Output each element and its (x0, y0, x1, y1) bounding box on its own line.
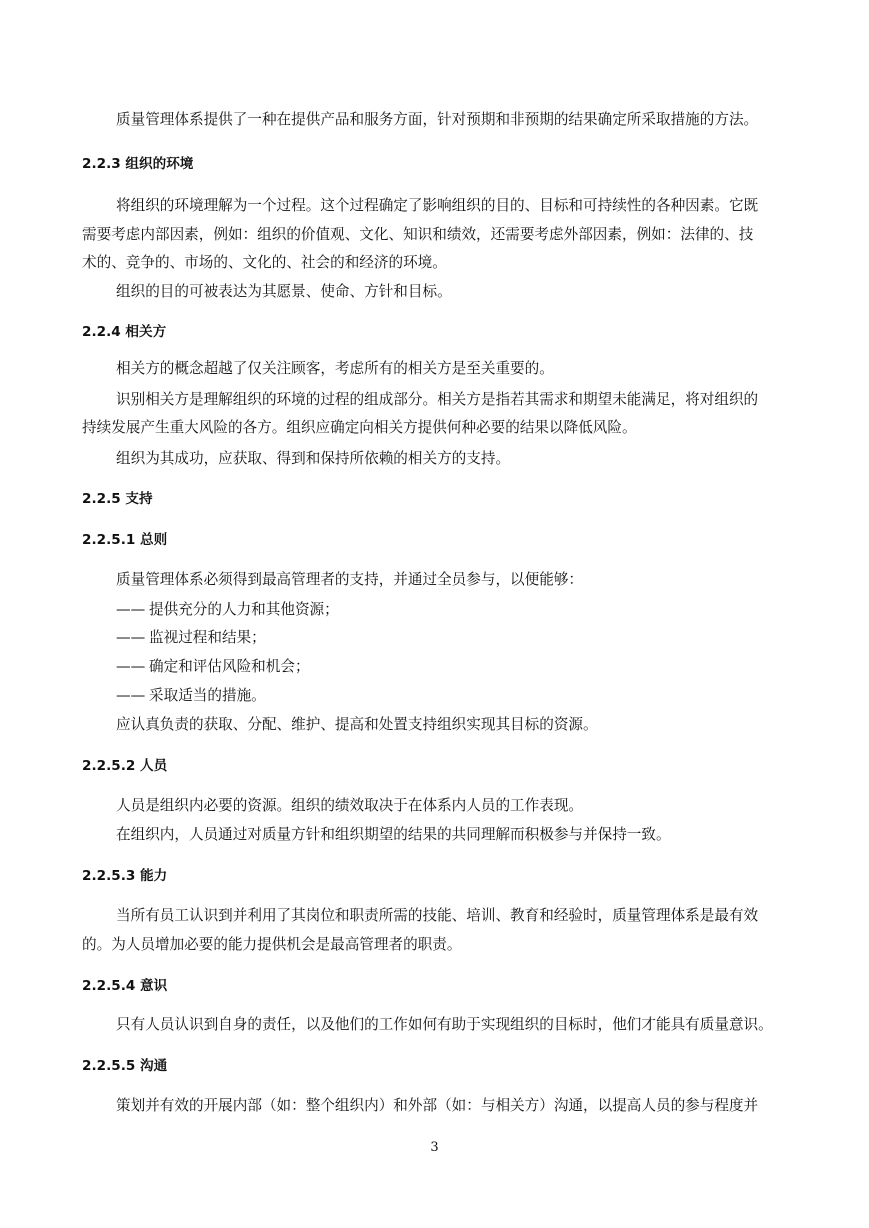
paragraph: 应认真负责的获取、分配、维护、提高和处置支持组织实现其目标的资源。 (116, 716, 598, 733)
list-item (116, 628, 266, 648)
list-item-text: 确定和评估风险和机会； (149, 658, 310, 675)
section-heading-2-2-5-4: 2.2.5.4 意识 (82, 978, 168, 994)
list-item (116, 657, 310, 677)
paragraph-continuation: 术的、竞争的、市场的、文化的、社会的和经济的环境。 (82, 254, 447, 271)
page-number: 3 (430, 1140, 439, 1155)
section-heading-2-2-3: 2.2.3 组织的环境 (82, 156, 194, 172)
paragraph: 当所有员工认识到并利用了其岗位和职责所需的技能、培训、教育和经验时，质量管理体系是最有效 (116, 907, 759, 924)
paragraph: 识别相关方是理解组织的环境的过程的组成部分。相关方是指若其需求和期望未能满足，将对组织的 (116, 391, 759, 408)
dash-bullet: —— (116, 687, 146, 704)
paragraph-continuation: 持续发展产生重大风险的各方。组织应确定向相关方提供何种必要的结果以降低风险。 (82, 419, 637, 436)
list-item-text: 监视过程和结果； (149, 629, 266, 646)
section-heading-2-2-5-2: 2.2.5.2 人员 (82, 758, 168, 774)
paragraph: 策划并有效的开展内部（如：整个组织内）和外部（如：与相关方）沟通，以提高人员的参与程度并 (116, 1097, 759, 1114)
list-item (116, 686, 266, 706)
paragraph: 在组织内，人员通过对质量方针和组织期望的结果的共同理解而积极参与并保持一致。 (116, 826, 671, 843)
paragraph-continuation: 需要考虑内部因素，例如：组织的价值观、文化、知识和绩效，还需要考虑外部因素，例如：法律的、技 (82, 226, 754, 243)
paragraph: 相关方的概念超越了仅关注顾客，考虑所有的相关方是至关重要的。 (116, 360, 554, 377)
paragraph: 组织为其成功，应获取、得到和保持所依赖的相关方的支持。 (116, 450, 511, 467)
paragraph: 组织的目的可被表达为其愿景、使命、方针和目标。 (116, 283, 452, 300)
paragraph: 质量管理体系必须得到最高管理者的支持，并通过全员参与，以便能够： (116, 571, 584, 588)
list-item-text: 采取适当的措施。 (149, 687, 266, 704)
section-heading-2-2-5-3: 2.2.5.3 能力 (82, 868, 168, 884)
paragraph: 将组织的环境理解为一个过程。这个过程确定了影响组织的目的、目标和可持续性的各种因素。它既 (116, 197, 759, 214)
list-item (116, 600, 339, 620)
paragraph-continuation: 的。为人员增加必要的能力提供机会是最高管理者的职责。 (82, 936, 462, 953)
paragraph: 人员是组织内必要的资源。组织的绩效取决于在体系内人员的工作表现。 (116, 797, 584, 814)
section-heading-2-2-4: 2.2.4 相关方 (82, 324, 167, 340)
section-heading-2-2-5: 2.2.5 支持 (82, 491, 153, 507)
dash-bullet: —— (116, 658, 146, 675)
list-item-text: 提供充分的人力和其他资源； (149, 601, 339, 618)
dash-bullet: —— (116, 601, 146, 618)
section-heading-2-2-5-5: 2.2.5.5 沟通 (82, 1058, 168, 1074)
section-heading-2-2-5-1: 2.2.5.1 总则 (82, 532, 168, 548)
dash-bullet: —— (116, 629, 146, 646)
paragraph: 只有人员认识到自身的责任，以及他们的工作如何有助于实现组织的目标时，他们才能具有质量意识。 (116, 1016, 773, 1033)
paragraph: 质量管理体系提供了一种在提供产品和服务方面，针对预期和非预期的结果确定所采取措施的方法。 (116, 111, 759, 128)
